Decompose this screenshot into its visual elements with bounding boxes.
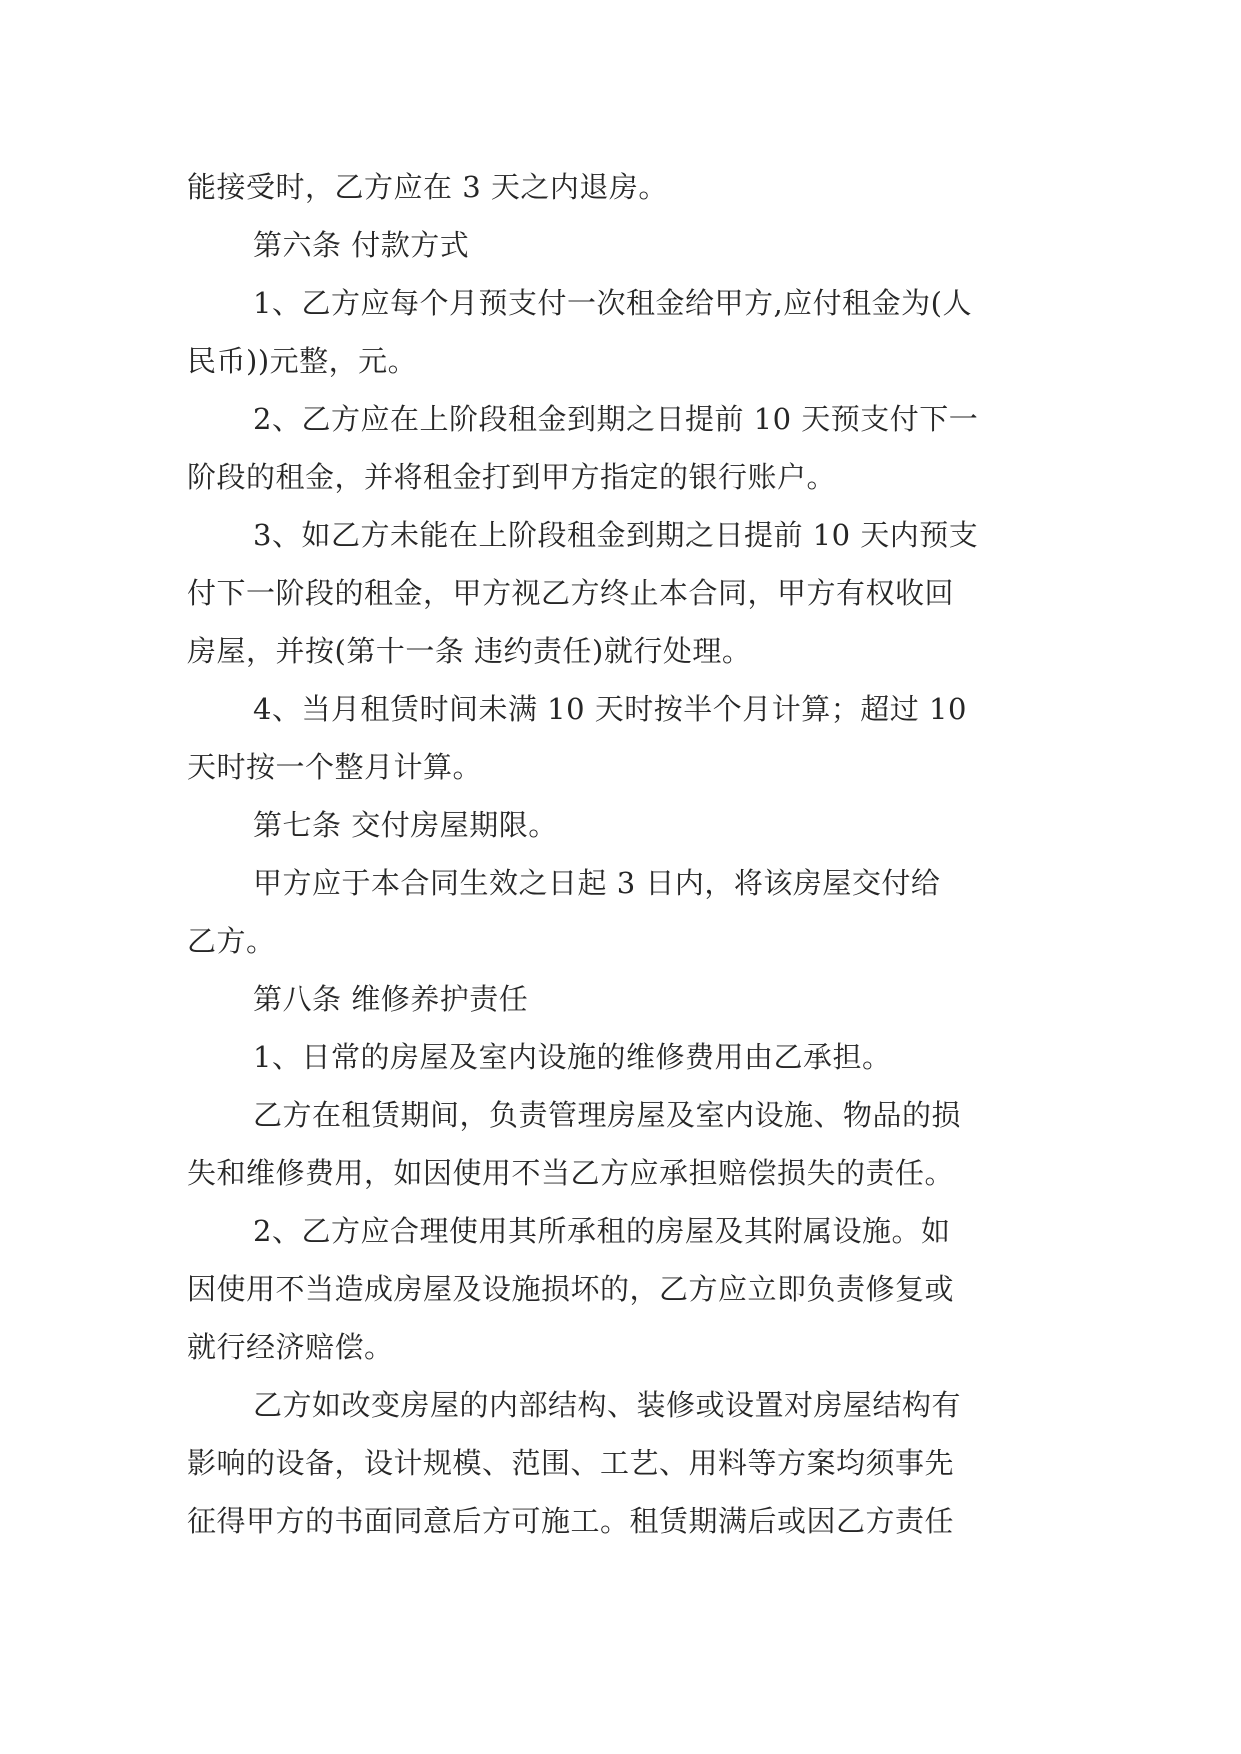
text-line: 民币))元整，元。 <box>187 344 418 378</box>
text-line: 甲方应于本合同生效之日起 3 日内，将该房屋交付给 <box>253 866 941 900</box>
text-line: 失和维修费用，如因使用不当乙方应承担赔偿损失的责任。 <box>187 1156 955 1190</box>
text-line: 能接受时，乙方应在 3 天之内退房。 <box>187 170 668 204</box>
text-line: 乙方如改变房屋的内部结构、装修或设置对房屋结构有 <box>253 1388 962 1422</box>
article-heading: 第八条 维修养护责任 <box>253 982 529 1016</box>
text-line: 房屋，并按(第十一条 违约责任)就行处理。 <box>187 634 752 668</box>
text-line: 3、如乙方未能在上阶段租金到期之日提前 10 天内预支 <box>253 518 979 552</box>
text-line: 征得甲方的书面同意后方可施工。租赁期满后或因乙方责任 <box>187 1504 955 1538</box>
text-line: 付下一阶段的租金，甲方视乙方终止本合同，甲方有权收回 <box>187 576 955 610</box>
article-heading: 第七条 交付房屋期限。 <box>253 808 558 842</box>
text-line: 乙方在租赁期间，负责管理房屋及室内设施、物品的损 <box>253 1098 962 1132</box>
text-line: 2、乙方应合理使用其所承租的房屋及其附属设施。如 <box>253 1214 951 1248</box>
text-line: 阶段的租金，并将租金打到甲方指定的银行账户。 <box>187 460 837 494</box>
text-line: 1、日常的房屋及室内设施的维修费用由乙承担。 <box>253 1040 892 1074</box>
text-line: 就行经济赔偿。 <box>187 1330 394 1364</box>
article-heading: 第六条 付款方式 <box>253 228 470 262</box>
text-line: 影响的设备，设计规模、范围、工艺、用料等方案均须事先 <box>187 1446 955 1480</box>
text-line: 乙方。 <box>187 924 276 958</box>
text-line: 2、乙方应在上阶段租金到期之日提前 10 天预支付下一 <box>253 402 979 436</box>
text-line: 因使用不当造成房屋及设施损坏的，乙方应立即负责修复或 <box>187 1272 955 1306</box>
text-line: 1、乙方应每个月预支付一次租金给甲方,应付租金为(人 <box>253 286 972 320</box>
document-body <box>187 158 1057 1550</box>
text-line: 天时按一个整月计算。 <box>187 750 483 784</box>
text-line: 4、当月租赁时间未满 10 天时按半个月计算；超过 10 <box>253 692 967 726</box>
